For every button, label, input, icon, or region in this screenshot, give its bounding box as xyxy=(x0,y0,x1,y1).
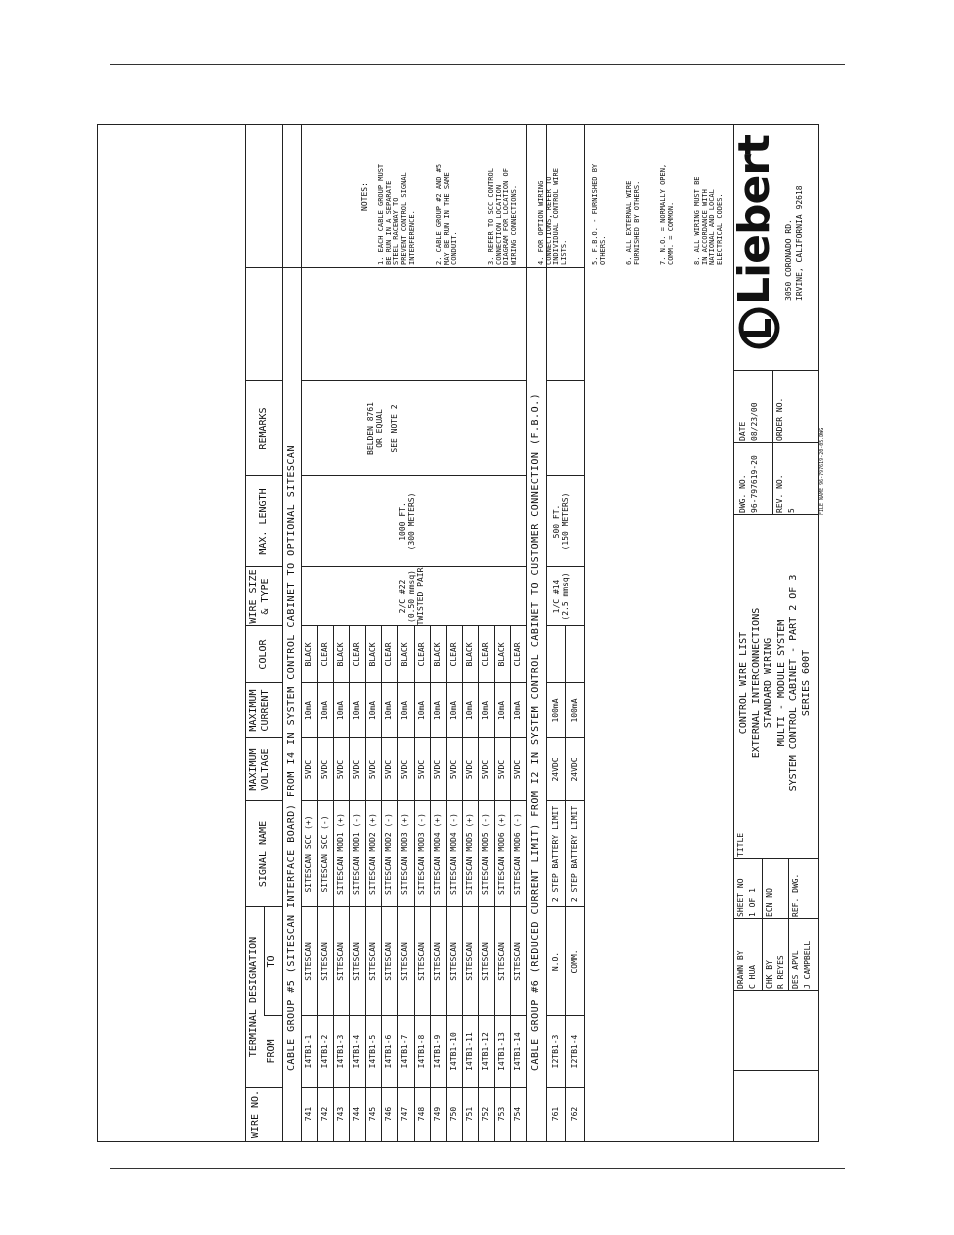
note-item: 3. REFER TO SCC CONTROL CONNECTION LOCATION DIAGRAM FOR LOCATION OF WIRING CONNECTIONS. xyxy=(487,168,519,265)
signal-name-cell: SITESCAN MOD1 (-) xyxy=(352,813,362,895)
current-cell: 10mA xyxy=(368,700,378,721)
voltage-cell: 5VDC xyxy=(512,759,522,780)
voltage-cell: 5VDC xyxy=(352,759,362,780)
voltage-cell: 5VDC xyxy=(480,759,490,780)
current-cell: 10mA xyxy=(352,700,362,721)
color-cell: CLEAR xyxy=(416,642,426,667)
signal-name-cell: SITESCAN MOD3 (+) xyxy=(400,813,410,895)
wire-no-cell: 746 xyxy=(384,1106,394,1122)
g6-wire-size-2: (2.5 mmsq) xyxy=(561,572,570,621)
tb-sep xyxy=(733,918,818,919)
dwg-no: 96-797619-20 xyxy=(750,455,759,513)
wire-no-cell: 742 xyxy=(320,1106,330,1122)
g5-remarks-2: OR EQUAL xyxy=(375,409,384,448)
tb-sep xyxy=(733,124,818,125)
voltage-cell: 5VDC xyxy=(368,759,378,780)
color-cell: BLACK xyxy=(304,642,313,667)
g5-wire-size-2: (0.50 mmsq) xyxy=(407,570,416,623)
signal-name-cell: SITESCAN SCC (+) xyxy=(304,815,313,893)
tb-sep xyxy=(762,919,763,991)
signal-name-cell: SITESCAN MOD2 (+) xyxy=(368,813,378,895)
to-column-sep xyxy=(301,1015,526,1016)
to-cell: SITESCAN xyxy=(512,942,522,981)
current-cell: 100mA xyxy=(551,698,560,723)
row-divider xyxy=(565,626,566,1141)
tb-sep xyxy=(772,371,773,515)
drawn-by: C HUA xyxy=(748,964,757,989)
current-cell: 10mA xyxy=(432,700,442,721)
wire-no-cell: 744 xyxy=(352,1106,362,1122)
header-sep xyxy=(245,1087,282,1088)
company-name: Liebert xyxy=(729,134,780,305)
header-to: TO xyxy=(266,955,277,968)
from-cell: I4TB1-6 xyxy=(384,1034,394,1069)
voltage-cell: 5VDC xyxy=(448,759,458,780)
tb-sep xyxy=(788,859,789,919)
signal-name-cell: SITESCAN MOD6 (-) xyxy=(512,813,522,895)
row-divider xyxy=(365,626,366,1141)
signal-name-cell: SITESCAN MOD4 (-) xyxy=(448,813,458,895)
wire-no-cell: 745 xyxy=(368,1106,378,1122)
voltage-cell: 24VDC xyxy=(551,757,560,782)
g5-max-length-2: (300 METERS) xyxy=(407,492,416,551)
g5-remarks-1: BELDEN 8761 xyxy=(366,402,375,455)
to-cell: N.O. xyxy=(551,951,560,972)
header-max-length: MAX. LENGTH xyxy=(257,488,269,555)
drawing-frame xyxy=(97,124,825,1142)
voltage-cell: 5VDC xyxy=(320,759,330,780)
current-cell: 10mA xyxy=(320,700,330,721)
voltage-cell: 5VDC xyxy=(336,759,346,780)
current-cell: 10mA xyxy=(416,700,426,721)
row-divider xyxy=(414,626,415,1141)
current-cell: 10mA xyxy=(464,700,474,721)
signal-name-cell: 2 STEP BATTERY LIMIT xyxy=(570,805,579,903)
header-from: FROM xyxy=(266,1039,277,1064)
current-cell: 100mA xyxy=(570,698,579,723)
dwg-no-label: DWG. NO. xyxy=(738,474,747,513)
table-bottom xyxy=(584,125,585,1141)
group6-title: CABLE GROUP #6 (REDUCED CURRENT LIMIT) FROM I2 IN SYSTEM CONTROL CABINET TO CUSTOMER CONNECTION (F.B.O.) xyxy=(530,392,541,1071)
g6-max-length-1: 500 FT. xyxy=(552,504,561,539)
tb-sep xyxy=(788,919,789,991)
tb-sep xyxy=(733,1070,818,1071)
current-cell: 10mA xyxy=(512,700,522,721)
from-cell: I4TB1-8 xyxy=(416,1034,426,1069)
from-cell: I2TB1-3 xyxy=(551,1034,560,1069)
bottom-rule xyxy=(110,1168,845,1169)
liebert-logo-icon xyxy=(738,307,780,349)
tb-sep xyxy=(733,370,818,371)
chk-by: R REYES xyxy=(776,955,785,989)
current-cell: 10mA xyxy=(304,700,313,721)
tb-sep xyxy=(733,858,818,859)
note-item: 6. ALL EXTERNAL WIRE FURNISHED BY OTHERS. xyxy=(625,180,641,265)
row-divider xyxy=(333,626,334,1141)
from-cell: I4TB1-3 xyxy=(336,1034,346,1069)
color-cell: BLACK xyxy=(368,642,378,667)
top-rule xyxy=(110,64,845,65)
des-apvl: J CAMPBELL xyxy=(803,940,812,989)
color-cell: CLEAR xyxy=(352,642,362,667)
note-item: 8. ALL WIRING MUST BE IN ACCORDANCE WITH NATIONAL AND LOCAL ELECTRICAL CODES. xyxy=(693,176,725,265)
color-cell: BLACK xyxy=(432,642,442,667)
sheet-no: 1 OF 1 xyxy=(748,888,757,917)
color-cell: CLEAR xyxy=(512,642,522,667)
to-cell: SITESCAN xyxy=(352,942,362,981)
g5-max-length-1: 1000 FT. xyxy=(398,502,407,541)
row-divider xyxy=(462,626,463,1141)
ref-dwg-label: REF. DWG. xyxy=(791,873,800,917)
tb-sep xyxy=(762,859,763,919)
voltage-cell: 5VDC xyxy=(304,759,313,780)
voltage-cell: 5VDC xyxy=(400,759,410,780)
from-cell: I4TB1-10 xyxy=(448,1032,458,1071)
to-cell: SITESCAN xyxy=(336,942,346,981)
row-divider xyxy=(478,626,479,1141)
wire-list-drawing xyxy=(98,125,825,1141)
to-cell: SITESCAN xyxy=(384,942,394,981)
file-name: FILE NAME 96-797619-20-05.DWG xyxy=(819,427,825,515)
color-cell: CLEAR xyxy=(480,642,490,667)
from-cell: I2TB1-4 xyxy=(570,1034,579,1069)
to-cell: SITESCAN xyxy=(496,942,506,981)
g6-max-length-2: (150 METERS) xyxy=(561,492,570,551)
from-cell: I4TB1-2 xyxy=(320,1034,330,1069)
signal-name-cell: SITESCAN MOD5 (-) xyxy=(480,813,490,895)
current-cell: 10mA xyxy=(496,700,506,721)
notes-title: NOTES: xyxy=(360,182,369,211)
header-sep xyxy=(264,907,265,1016)
title-label: TITLE xyxy=(736,832,745,857)
from-cell: I4TB1-9 xyxy=(432,1034,442,1069)
rev-no: 5 xyxy=(787,508,796,513)
tb-sep xyxy=(733,990,818,991)
to-column-sep xyxy=(546,1015,584,1016)
date-label: DATE xyxy=(738,421,747,441)
from-cell: I4TB1-7 xyxy=(400,1034,410,1069)
signal-name-cell: SITESCAN MOD3 (-) xyxy=(416,813,426,895)
current-cell: 10mA xyxy=(336,700,346,721)
order-no-label: ORDER NO. xyxy=(775,397,784,441)
group6-rows xyxy=(546,125,584,1141)
row-divider xyxy=(397,626,398,1141)
to-cell: SITESCAN xyxy=(480,942,490,981)
wire-no-cell: 762 xyxy=(570,1106,579,1122)
signal-name-cell: SITESCAN MOD2 (-) xyxy=(384,813,394,895)
group5-title: CABLE GROUP #5 (SITESCAN INTERFACE BOARD) FROM I4 IN SYSTEM CONTROL CABINET TO OPTIONAL SITESCAN xyxy=(286,445,297,1071)
company-address-2: IRVINE, CALIFORNIA 92618 xyxy=(795,185,804,301)
color-cell: CLEAR xyxy=(384,642,394,667)
from-cell: I4TB1-4 xyxy=(352,1034,362,1069)
color-cell: BLACK xyxy=(496,642,506,667)
wire-no-cell: 752 xyxy=(480,1106,490,1122)
signal-name-cell: SITESCAN MOD4 (+) xyxy=(432,813,442,895)
to-cell: COMM. xyxy=(570,949,579,974)
to-cell: SITESCAN xyxy=(416,942,426,981)
to-cell: SITESCAN xyxy=(368,942,378,981)
from-cell: I4TB1-1 xyxy=(304,1034,313,1069)
signal-name-cell: 2 STEP BATTERY LIMIT xyxy=(551,805,560,903)
group5-rows xyxy=(301,125,526,1141)
signal-name-cell: SITESCAN MOD5 (+) xyxy=(464,813,474,895)
to-cell: SITESCAN xyxy=(432,942,442,981)
des-apvl-label: DES APVL xyxy=(791,950,800,989)
g5-wire-size-1: 2/C #22 xyxy=(398,579,407,614)
color-cell: BLACK xyxy=(464,642,474,667)
voltage-cell: 5VDC xyxy=(384,759,394,780)
from-cell: I4TB1-13 xyxy=(496,1032,506,1071)
wire-no-cell: 761 xyxy=(551,1106,560,1122)
current-cell: 10mA xyxy=(448,700,458,721)
sheet-no-label: SHEET NO xyxy=(736,878,745,917)
notes-list xyxy=(378,129,723,269)
wire-no-cell: 750 xyxy=(448,1106,458,1122)
header-wire-no: WIRE NO. xyxy=(250,1089,261,1139)
date: 08/23/00 xyxy=(750,402,759,441)
note-item: 5. F.B.O. - FURNISHED BY OTHERS. xyxy=(591,163,607,265)
wire-no-cell: 753 xyxy=(496,1106,506,1122)
wire-no-cell: 748 xyxy=(416,1106,426,1122)
from-cell: I4TB1-12 xyxy=(480,1032,490,1071)
to-cell: SITESCAN xyxy=(304,942,313,981)
color-cell: BLACK xyxy=(400,642,410,667)
drawing-title: CONTROL WIRE LIST EXTERNAL INTERCONNECTIONS STANDARD WIRING MULTI - MODULE SYSTEM SYSTEM CONTROL CABINET - PART 2 OF 3 SERIES 600T xyxy=(738,574,812,792)
header-wire-size-type: WIRE SIZE & TYPE xyxy=(248,569,271,624)
row-divider xyxy=(430,626,431,1141)
header-color: COLOR xyxy=(257,639,269,670)
to-cell: SITESCAN xyxy=(448,942,458,981)
drawn-by-label: DRAWN BY xyxy=(736,950,745,989)
to-cell: SITESCAN xyxy=(400,942,410,981)
note-item: 7. N.O. = NORMALLY OPEN, COMM. = COMMON. xyxy=(659,163,675,265)
chk-by-label: CHK BY xyxy=(765,960,774,989)
header-max-current: MAXIMUM CURRENT xyxy=(248,689,271,732)
color-cell: CLEAR xyxy=(320,642,330,667)
rev-no-label: REV. NO. xyxy=(775,474,784,513)
to-cell: SITESCAN xyxy=(320,942,330,981)
voltage-cell: 24VDC xyxy=(570,757,579,782)
header-remarks: REMARKS xyxy=(257,407,269,450)
row-divider xyxy=(349,626,350,1141)
g6-wire-size-1: 1/C #14 xyxy=(552,579,561,614)
current-cell: 10mA xyxy=(480,700,490,721)
g5-wire-size-3: TWISTED PAIR xyxy=(416,567,425,626)
signal-name-cell: SITESCAN MOD1 (+) xyxy=(336,813,346,895)
header-terminal-designation: TERMINAL DESIGNATION xyxy=(248,936,259,1058)
wire-no-cell: 747 xyxy=(400,1106,410,1122)
voltage-cell: 5VDC xyxy=(496,759,506,780)
wire-no-cell: 751 xyxy=(464,1106,474,1122)
from-cell: I4TB1-5 xyxy=(368,1034,378,1069)
tb-sep xyxy=(733,442,818,443)
group6-title-top xyxy=(526,125,527,1141)
voltage-cell: 5VDC xyxy=(416,759,426,780)
color-cell: CLEAR xyxy=(448,642,458,667)
note-item: 4. FOR OPTION WIRING CONNECTIONS, REFER TO INDIVIDUAL CONTROL WIRE LISTS. xyxy=(537,168,569,265)
wire-no-cell: 741 xyxy=(304,1106,313,1122)
wire-no-cell: 749 xyxy=(432,1106,442,1122)
signal-name-cell: SITESCAN MOD6 (+) xyxy=(496,813,506,895)
wire-no-cell: 743 xyxy=(336,1106,346,1122)
from-cell: I4TB1-14 xyxy=(512,1032,522,1071)
row-divider xyxy=(317,626,318,1141)
header-signal-name: SIGNAL NAME xyxy=(257,820,269,888)
color-cell: BLACK xyxy=(336,642,346,667)
voltage-cell: 5VDC xyxy=(432,759,442,780)
note-item: 2. CABLE GROUP #2 AND #5 MAY BE RUN IN THE SAME CONDUIT. xyxy=(435,163,459,265)
header-bottom xyxy=(282,125,283,1141)
signal-name-cell: SITESCAN SCC (-) xyxy=(320,815,330,893)
row-divider xyxy=(446,626,447,1141)
to-cell: SITESCAN xyxy=(464,942,474,981)
company-address-1: 3050 CORONADO RD. xyxy=(784,219,793,301)
current-cell: 10mA xyxy=(400,700,410,721)
from-cell: I4TB1-11 xyxy=(464,1032,474,1071)
header-from-to-sep xyxy=(264,1015,282,1016)
voltage-cell: 5VDC xyxy=(464,759,474,780)
current-cell: 10mA xyxy=(384,700,394,721)
row-divider xyxy=(510,626,511,1141)
ecn-no-label: ECN NO xyxy=(765,888,774,917)
row-divider xyxy=(494,626,495,1141)
wire-no-cell: 754 xyxy=(512,1106,522,1122)
header-max-voltage: MAXIMUM VOLTAGE xyxy=(248,748,271,791)
note-item: 1. EACH CABLE GROUP MUST BE RUN IN A SEPARATE STEEL RACEWAY TO PREVENT CONTROL SIGNAL INTERFERENCE. xyxy=(377,163,416,265)
g5-remarks-3: SEE NOTE 2 xyxy=(390,404,399,453)
row-divider xyxy=(381,626,382,1141)
